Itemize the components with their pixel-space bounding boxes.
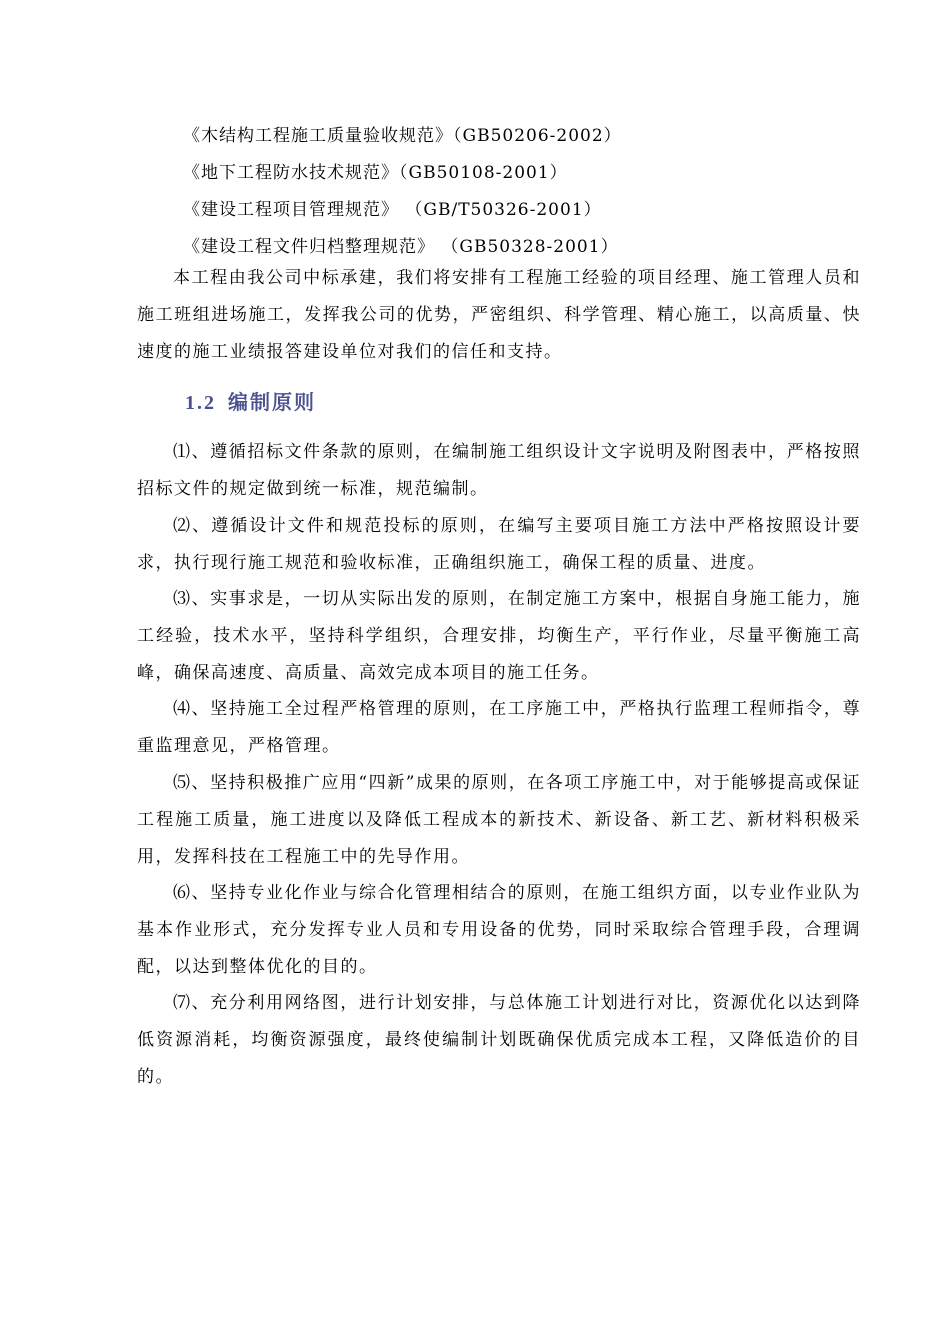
- intro-paragraph: 本工程由我公司中标承建，我们将安排有工程施工经验的项目经理、施工管理人员和施工班组进场施工，发挥我公司的优势，严密组织、科学管理、精心施工，以高质量、快速度的施工业绩报答建设单位对我们的信任和支持。: [137, 268, 861, 362]
- principle-item-5: ⑸、坚持积极推广应用“四新”成果的原则，在各项工序施工中，对于能够提高或保证工程施工质量，施工进度以及降低工程成本的新技术、新设备、新工艺、新材料积极采用，发挥科技在工程施工中的先导作用。: [137, 773, 861, 867]
- reference-standard-4: 《建设工程文件归档整理规范》 （GB50328-2001）: [183, 237, 619, 257]
- principle-item-7: ⑺、充分利用网络图，进行计划安排，与总体施工计划进行对比，资源优化以达到降低资源消耗，均衡资源强度，最终使编制计划既确保优质完成本工程，又降低造价的目的。: [137, 993, 861, 1087]
- principle-item-4: ⑷、坚持施工全过程严格管理的原则，在工序施工中，严格执行监理工程师指令，尊重监理意见，严格管理。: [137, 699, 861, 756]
- section-title: 编制原则: [228, 390, 316, 414]
- reference-standard-2: 《地下工程防水技术规范》（GB50108-2001）: [183, 163, 568, 183]
- reference-standard-1: 《木结构工程施工质量验收规范》（GB50206-2002）: [183, 126, 622, 146]
- principle-item-6: ⑹、坚持专业化作业与综合化管理相结合的原则，在施工组织方面，以专业作业队为基本作业形式，充分发挥专业人员和专用设备的优势，同时采取综合管理手段，合理调配，以达到整体优化的目的。: [137, 883, 861, 977]
- principle-item-2: ⑵、遵循设计文件和规范投标的原则，在编写主要项目施工方法中严格按照设计要求，执行现行施工规范和验收标准，正确组织施工，确保工程的质量、进度。: [137, 516, 861, 573]
- principle-item-1: ⑴、遵循招标文件条款的原则，在编制施工组织设计文字说明及附图表中，严格按照招标文件的规定做到统一标准，规范编制。: [137, 442, 861, 499]
- principle-item-3: ⑶、实事求是，一切从实际出发的原则，在制定施工方案中，根据自身施工能力，施工经验，技术水平，坚持科学组织，合理安排，均衡生产，平行作业，尽量平衡施工高峰，确保高速度、高质量、高效完成本项目的施工任务。: [137, 589, 861, 683]
- reference-standard-3: 《建设工程项目管理规范》 （GB/T50326-2001）: [183, 200, 602, 220]
- section-number: 1.2: [185, 392, 216, 414]
- section-heading: [185, 386, 316, 415]
